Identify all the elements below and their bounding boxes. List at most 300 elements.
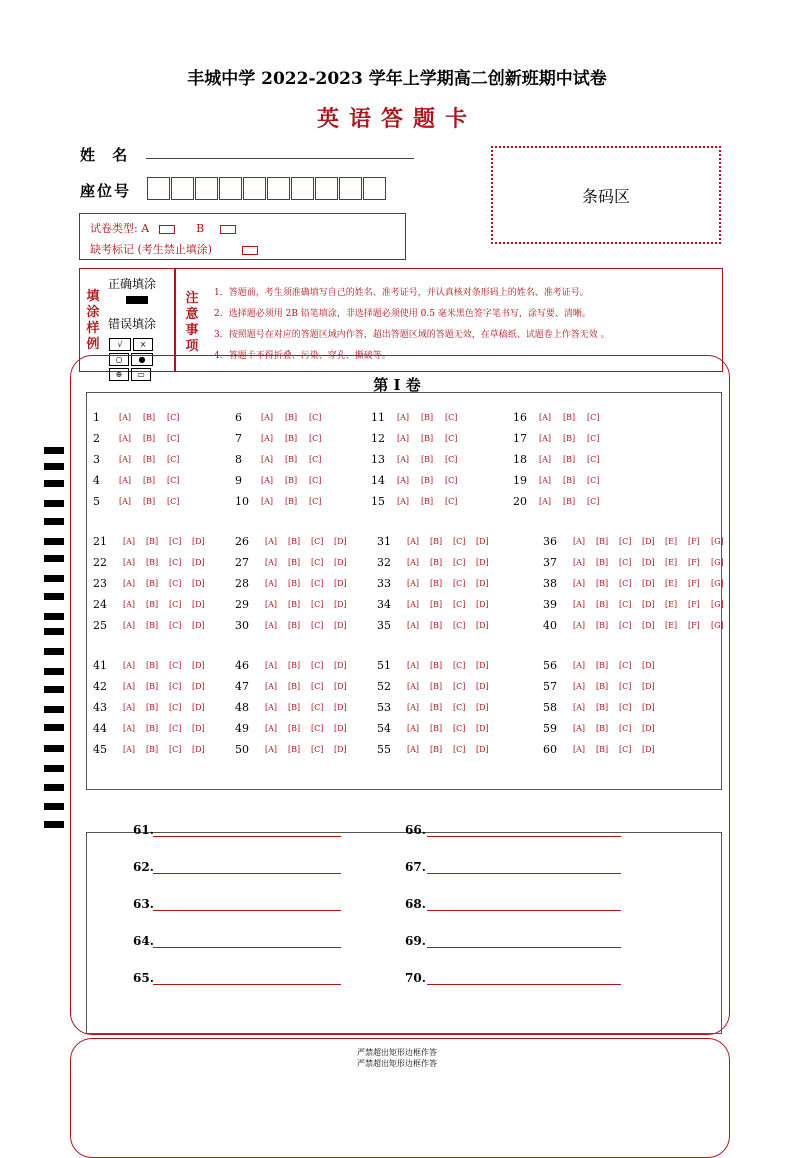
answer-option-bubble[interactable]: [B] [146,745,159,754]
answer-option-bubble[interactable]: [D] [334,724,347,733]
answer-option-bubble[interactable]: [D] [642,661,655,670]
answer-option-bubble[interactable]: [A] [123,703,136,712]
answer-option-bubble[interactable]: [B] [596,745,609,754]
answer-option-bubble[interactable]: [A] [539,497,552,506]
answer-option-bubble[interactable]: [B] [563,455,576,464]
answer-option-bubble[interactable]: [B] [146,579,159,588]
answer-option-bubble[interactable]: [A] [265,661,278,670]
answer-option-bubble[interactable]: [B] [146,661,159,670]
answer-option-bubble[interactable]: [B] [143,497,156,506]
question-number: 18 [513,453,527,466]
answer-option-bubble[interactable]: [C] [587,476,600,485]
answer-option-bubble[interactable]: [B] [596,661,609,670]
answer-option-bubble[interactable]: [A] [397,497,410,506]
answer-option-bubble[interactable]: [A] [539,434,552,443]
answer-option-bubble[interactable]: [B] [563,434,576,443]
answer-option-bubble[interactable]: [D] [192,558,205,567]
answer-option-bubble[interactable]: [A] [407,579,420,588]
wrong-mark-cross: × [133,338,153,351]
answer-option-bubble[interactable]: [A] [265,621,278,630]
fill-in-area [86,823,722,1034]
answer-option-bubble[interactable]: [A] [265,745,278,754]
answer-option-bubble[interactable]: [B] [430,724,443,733]
answer-option-bubble[interactable]: [D] [476,682,489,691]
answer-option-bubble[interactable]: [E] [665,600,678,609]
answer-option-bubble[interactable]: [A] [261,476,274,485]
answer-option-bubble[interactable]: [C] [445,476,458,485]
answer-option-bubble[interactable]: [B] [288,558,301,567]
answer-option-bubble[interactable]: [C] [169,724,182,733]
answer-option-bubble[interactable]: [A] [265,579,278,588]
answer-option-bubble[interactable]: [G] [711,579,724,588]
wrong-mark-circle: ○ [109,353,129,366]
answer-option-bubble[interactable]: [A] [407,661,420,670]
question-number: 52 [377,680,391,693]
answer-option-bubble[interactable]: [A] [265,724,278,733]
question-number: 11 [371,411,385,424]
answer-option-bubble[interactable]: [B] [288,745,301,754]
fill-answer-line[interactable] [153,873,341,874]
timing-mark [44,575,64,582]
answer-option-bubble[interactable]: [F] [688,537,700,546]
answer-option-bubble[interactable]: [C] [169,745,182,754]
answer-option-bubble[interactable]: [C] [619,745,632,754]
question-number: 16 [513,411,527,424]
answer-option-bubble[interactable]: [C] [311,661,324,670]
question-number: 23 [93,577,107,590]
answer-option-bubble[interactable]: [C] [169,600,182,609]
answer-option-bubble[interactable]: [B] [596,724,609,733]
answer-option-bubble[interactable]: [C] [619,579,632,588]
answer-option-bubble[interactable]: [D] [334,600,347,609]
answer-option-bubble[interactable]: [A] [397,476,410,485]
answer-option-bubble[interactable]: [B] [288,600,301,609]
answer-option-bubble[interactable]: [B] [430,579,443,588]
answer-option-bubble[interactable]: [B] [285,434,298,443]
answer-option-bubble[interactable]: [C] [453,661,466,670]
answer-option-bubble[interactable]: [B] [146,537,159,546]
answer-option-bubble[interactable]: [F] [688,600,700,609]
answer-option-bubble[interactable]: [C] [169,621,182,630]
answer-option-bubble[interactable]: [C] [445,413,458,422]
absent-label: 缺考标记 (考生禁止填涂) [90,243,213,256]
answer-option-bubble[interactable]: [C] [619,621,632,630]
answer-option-bubble[interactable]: [F] [688,558,700,567]
notes-side-label: 注意事项 [185,291,199,354]
type-a-checkbox[interactable] [159,225,175,234]
wrong-mark-rect: ▭ [131,368,151,381]
answer-option-bubble[interactable]: [A] [407,724,420,733]
answer-option-bubble[interactable]: [C] [309,455,322,464]
answer-option-bubble[interactable]: [C] [169,537,182,546]
answer-option-bubble[interactable]: [A] [573,703,586,712]
answer-option-bubble[interactable]: [C] [309,497,322,506]
answer-option-bubble[interactable]: [B] [143,434,156,443]
answer-option-bubble[interactable]: [B] [596,579,609,588]
answer-option-bubble[interactable]: [D] [642,537,655,546]
timing-mark [44,784,64,791]
answer-option-bubble[interactable]: [A] [407,537,420,546]
answer-option-bubble[interactable]: [C] [453,600,466,609]
answer-option-bubble[interactable]: [A] [261,497,274,506]
answer-option-bubble[interactable]: [A] [573,661,586,670]
answer-option-bubble[interactable]: [A] [123,724,136,733]
answer-option-bubble[interactable]: [C] [453,724,466,733]
answer-option-bubble[interactable]: [A] [407,682,420,691]
answer-option-bubble[interactable]: [B] [288,682,301,691]
answer-option-bubble[interactable]: [A] [265,600,278,609]
answer-option-bubble[interactable]: [B] [146,682,159,691]
answer-option-bubble[interactable]: [D] [476,724,489,733]
question-number: 21 [93,535,107,548]
answer-option-bubble[interactable]: [C] [453,558,466,567]
answer-option-bubble[interactable]: [A] [261,455,274,464]
note-item: 2．选择题必须用 2B 铅笔填涂，非选择题必须使用 0.5 毫米黑色签字笔书写，涂写要、清晰。 [214,309,591,319]
answer-option-bubble[interactable]: [G] [711,558,724,567]
answer-option-bubble[interactable]: [B] [288,724,301,733]
question-number: 19 [513,474,527,487]
answer-option-bubble[interactable]: [A] [265,703,278,712]
answer-option-bubble[interactable]: [A] [573,537,586,546]
answer-option-bubble[interactable]: [B] [288,621,301,630]
answer-option-bubble[interactable]: [B] [421,476,434,485]
answer-option-bubble[interactable]: [B] [430,661,443,670]
answer-option-bubble[interactable]: [A] [573,621,586,630]
answer-option-bubble[interactable]: [G] [711,600,724,609]
question-number: 60 [543,743,557,756]
question-number: 17 [513,432,527,445]
answer-option-bubble[interactable]: [C] [619,537,632,546]
answer-option-bubble[interactable]: [D] [334,703,347,712]
question-number: 35 [377,619,391,632]
answer-option-bubble[interactable]: [A] [123,600,136,609]
answer-option-bubble[interactable]: [B] [288,579,301,588]
answer-option-bubble[interactable]: [A] [123,537,136,546]
question-number: 53 [377,701,391,714]
answer-option-bubble[interactable]: [B] [563,476,576,485]
question-number: 36 [543,535,557,548]
question-number: 5 [93,495,100,508]
answer-option-bubble[interactable]: [A] [407,621,420,630]
answer-option-bubble[interactable]: [D] [192,745,205,754]
answer-option-bubble[interactable]: [D] [476,703,489,712]
question-number: 57 [543,680,557,693]
question-number: 28 [235,577,249,590]
answer-option-bubble[interactable]: [B] [596,621,609,630]
answer-option-bubble[interactable]: [A] [119,455,132,464]
absent-checkbox[interactable] [242,246,258,255]
answer-option-bubble[interactable]: [D] [642,621,655,630]
answer-option-bubble[interactable]: [C] [169,661,182,670]
answer-option-bubble[interactable]: [B] [421,455,434,464]
answer-option-bubble[interactable]: [C] [311,703,324,712]
seat-number-boxes[interactable] [147,177,387,200]
answer-option-bubble[interactable]: [E] [665,558,678,567]
answer-option-bubble[interactable]: [C] [167,476,180,485]
answer-option-bubble[interactable]: [B] [430,558,443,567]
answer-option-bubble[interactable]: [A] [261,413,274,422]
warning-text: 严禁超出矩形边框作答 [357,1059,437,1068]
timing-mark [44,765,64,772]
answer-option-bubble[interactable]: [B] [430,537,443,546]
answer-option-bubble[interactable]: [A] [123,745,136,754]
answer-option-bubble[interactable]: [B] [285,497,298,506]
answer-option-bubble[interactable]: [C] [167,434,180,443]
answer-option-bubble[interactable]: [A] [539,455,552,464]
answer-option-bubble[interactable]: [F] [688,621,700,630]
answer-option-bubble[interactable]: [A] [119,497,132,506]
question-number: 15 [371,495,385,508]
answer-option-bubble[interactable]: [A] [265,558,278,567]
answer-option-bubble[interactable]: [D] [642,682,655,691]
answer-option-bubble[interactable]: [B] [143,413,156,422]
fill-answer-line[interactable] [427,873,621,874]
answer-option-bubble[interactable]: [B] [285,476,298,485]
question-number: 7 [235,432,242,445]
fill-answer-line[interactable] [427,947,621,948]
answer-option-bubble[interactable]: [D] [642,724,655,733]
answer-option-bubble[interactable]: [A] [123,579,136,588]
answer-option-bubble[interactable]: [D] [476,661,489,670]
answer-option-bubble[interactable]: [D] [334,621,347,630]
answer-option-bubble[interactable]: [C] [169,682,182,691]
answer-option-bubble[interactable]: [C] [309,434,322,443]
answer-option-bubble[interactable]: [D] [334,682,347,691]
fill-answer-line[interactable] [153,947,341,948]
answer-option-bubble[interactable]: [D] [642,745,655,754]
answer-option-bubble[interactable]: [B] [146,600,159,609]
fill-answer-line[interactable] [153,910,341,911]
fill-answer-line[interactable] [427,984,621,985]
answer-option-bubble[interactable]: [C] [311,621,324,630]
answer-option-bubble[interactable]: [B] [596,537,609,546]
answer-option-bubble[interactable]: [B] [596,703,609,712]
fill-answer-line[interactable] [153,836,341,837]
question-number: 50 [235,743,249,756]
answer-option-bubble[interactable]: [B] [430,745,443,754]
correct-fill-sample [126,296,148,304]
answer-option-bubble[interactable]: [B] [430,703,443,712]
fill-answer-line[interactable] [427,836,621,837]
question-number: 8 [235,453,242,466]
answer-option-bubble[interactable]: [C] [453,621,466,630]
answer-option-bubble[interactable]: [B] [146,703,159,712]
answer-option-bubble[interactable]: [A] [119,413,132,422]
answer-option-bubble[interactable]: [B] [146,724,159,733]
answer-option-bubble[interactable]: [A] [397,413,410,422]
answer-option-bubble[interactable]: [A] [123,661,136,670]
answer-option-bubble[interactable]: [C] [445,497,458,506]
type-b-checkbox[interactable] [220,225,236,234]
question-number: 47 [235,680,249,693]
answer-option-bubble[interactable]: [A] [261,434,274,443]
answer-option-bubble[interactable]: [D] [642,600,655,609]
fill-answer-line[interactable] [153,984,341,985]
answer-option-bubble[interactable]: [D] [476,745,489,754]
answer-option-bubble[interactable]: [C] [619,682,632,691]
answer-option-bubble[interactable]: [C] [167,497,180,506]
fill-question-number: 65. [133,971,154,985]
answer-option-bubble[interactable]: [B] [563,497,576,506]
answer-option-bubble[interactable]: [D] [476,537,489,546]
answer-option-bubble[interactable]: [C] [311,600,324,609]
answer-option-bubble[interactable]: [B] [596,600,609,609]
answer-option-bubble[interactable]: [D] [476,600,489,609]
answer-option-bubble[interactable]: [A] [407,600,420,609]
answer-option-bubble[interactable]: [C] [311,724,324,733]
answer-option-bubble[interactable]: [B] [563,413,576,422]
answer-option-bubble[interactable]: [D] [192,724,205,733]
answer-option-bubble[interactable]: [B] [430,621,443,630]
answer-option-bubble[interactable]: [A] [573,745,586,754]
answer-option-bubble[interactable]: [C] [587,455,600,464]
answer-option-bubble[interactable]: [A] [573,600,586,609]
fill-question-number: 70. [405,971,426,985]
answer-option-bubble[interactable]: [D] [192,579,205,588]
answer-option-bubble[interactable]: [C] [453,537,466,546]
answer-option-bubble[interactable]: [C] [169,579,182,588]
answer-option-bubble[interactable]: [B] [288,537,301,546]
timing-mark [44,447,64,454]
note-item: 3．按照题号在对应的答题区域内作答，超出答题区域的答题无效，在草稿纸、试题卷上作答无效 。 [214,330,610,340]
answer-option-bubble[interactable]: [C] [619,600,632,609]
answer-option-bubble[interactable]: [B] [288,703,301,712]
answer-option-bubble[interactable]: [E] [665,579,678,588]
timing-mark [44,628,64,635]
answer-option-bubble[interactable]: [F] [688,579,700,588]
timing-mark [44,593,64,600]
fill-question-number: 64. [133,934,154,948]
answer-option-bubble[interactable]: [A] [123,621,136,630]
answer-option-bubble[interactable]: [C] [167,413,180,422]
answer-option-bubble[interactable]: [D] [476,621,489,630]
answer-option-bubble[interactable]: [D] [334,537,347,546]
answer-option-bubble[interactable]: [C] [619,724,632,733]
answer-option-bubble[interactable]: [C] [453,745,466,754]
answer-option-bubble[interactable]: [D] [642,703,655,712]
answer-option-bubble[interactable]: [A] [539,413,552,422]
answer-option-bubble[interactable]: [G] [711,537,724,546]
answer-option-bubble[interactable]: [C] [311,558,324,567]
answer-option-bubble[interactable]: [B] [143,476,156,485]
answer-option-bubble[interactable]: [C] [453,579,466,588]
answer-option-bubble[interactable]: [C] [311,682,324,691]
answer-option-bubble[interactable]: [B] [421,497,434,506]
answer-option-bubble[interactable]: [C] [311,537,324,546]
question-number: 26 [235,535,249,548]
answer-option-bubble[interactable]: [C] [587,413,600,422]
answer-option-bubble[interactable]: [A] [539,476,552,485]
answer-option-bubble[interactable]: [C] [167,455,180,464]
answer-option-bubble[interactable]: [B] [430,600,443,609]
answer-option-bubble[interactable]: [A] [407,745,420,754]
answer-option-bubble[interactable]: [A] [397,434,410,443]
answer-option-bubble[interactable]: [B] [288,661,301,670]
answer-option-bubble[interactable]: [B] [143,455,156,464]
answer-option-bubble[interactable]: [B] [421,434,434,443]
question-number: 29 [235,598,249,611]
answer-option-bubble[interactable]: [A] [123,558,136,567]
answer-option-bubble[interactable]: [D] [192,661,205,670]
answer-option-bubble[interactable]: [A] [119,476,132,485]
answer-option-bubble[interactable]: [C] [619,703,632,712]
answer-option-bubble[interactable]: [A] [119,434,132,443]
answer-option-bubble[interactable]: [C] [309,476,322,485]
answer-option-bubble[interactable]: [D] [192,600,205,609]
name-field[interactable] [146,158,414,159]
answer-option-bubble[interactable]: [C] [453,682,466,691]
answer-option-bubble[interactable]: [C] [311,745,324,754]
answer-option-bubble[interactable]: [A] [407,558,420,567]
answer-option-bubble[interactable]: [C] [169,703,182,712]
answer-option-bubble[interactable]: [A] [573,579,586,588]
question-number: 49 [235,722,249,735]
answer-option-bubble[interactable]: [B] [596,682,609,691]
answer-option-bubble[interactable]: [D] [334,661,347,670]
answer-option-bubble[interactable]: [B] [285,455,298,464]
answer-option-bubble[interactable]: [C] [619,558,632,567]
answer-option-bubble[interactable]: [D] [334,558,347,567]
answer-option-bubble[interactable]: [A] [265,537,278,546]
answer-option-bubble[interactable]: [A] [265,682,278,691]
answer-option-bubble[interactable]: [A] [573,558,586,567]
answer-option-bubble[interactable]: [C] [453,703,466,712]
answer-option-bubble[interactable]: [D] [334,579,347,588]
question-number: 32 [377,556,391,569]
question-number: 40 [543,619,557,632]
answer-option-bubble[interactable]: [B] [146,621,159,630]
answer-option-bubble[interactable]: [C] [587,497,600,506]
answer-option-bubble[interactable]: [B] [146,558,159,567]
answer-option-bubble[interactable]: [C] [309,413,322,422]
answer-option-bubble[interactable]: [A] [573,682,586,691]
answer-option-bubble[interactable]: [D] [192,537,205,546]
answer-option-bubble[interactable]: [C] [445,434,458,443]
answer-option-bubble[interactable]: [C] [445,455,458,464]
answer-option-bubble[interactable]: [A] [397,455,410,464]
answer-option-bubble[interactable]: [D] [642,579,655,588]
answer-option-bubble[interactable]: [D] [642,558,655,567]
answer-option-bubble[interactable]: [A] [123,682,136,691]
answer-option-bubble[interactable]: [B] [430,682,443,691]
answer-option-bubble[interactable]: [D] [192,621,205,630]
answer-option-bubble[interactable]: [B] [596,558,609,567]
answer-option-bubble[interactable]: [E] [665,537,678,546]
answer-option-bubble[interactable]: [E] [665,621,678,630]
question-number: 13 [371,453,385,466]
timing-mark [44,648,64,655]
question-number: 37 [543,556,557,569]
question-number: 59 [543,722,557,735]
answer-option-bubble[interactable]: [B] [421,413,434,422]
answer-option-bubble[interactable]: [D] [476,579,489,588]
answer-option-bubble[interactable]: [D] [192,703,205,712]
answer-option-bubble[interactable]: [C] [311,579,324,588]
answer-option-bubble[interactable]: [C] [169,558,182,567]
question-number: 42 [93,680,107,693]
answer-option-bubble[interactable]: [G] [711,621,724,630]
fill-answer-line[interactable] [427,910,621,911]
answer-option-bubble[interactable]: [A] [573,724,586,733]
answer-option-bubble[interactable]: [D] [476,558,489,567]
answer-option-bubble[interactable]: [C] [587,434,600,443]
answer-option-bubble[interactable]: [D] [334,745,347,754]
answer-option-bubble[interactable]: [D] [192,682,205,691]
answer-option-bubble[interactable]: [C] [619,661,632,670]
answer-option-bubble[interactable]: [B] [285,413,298,422]
question-number: 10 [235,495,249,508]
answer-option-bubble[interactable]: [A] [407,703,420,712]
